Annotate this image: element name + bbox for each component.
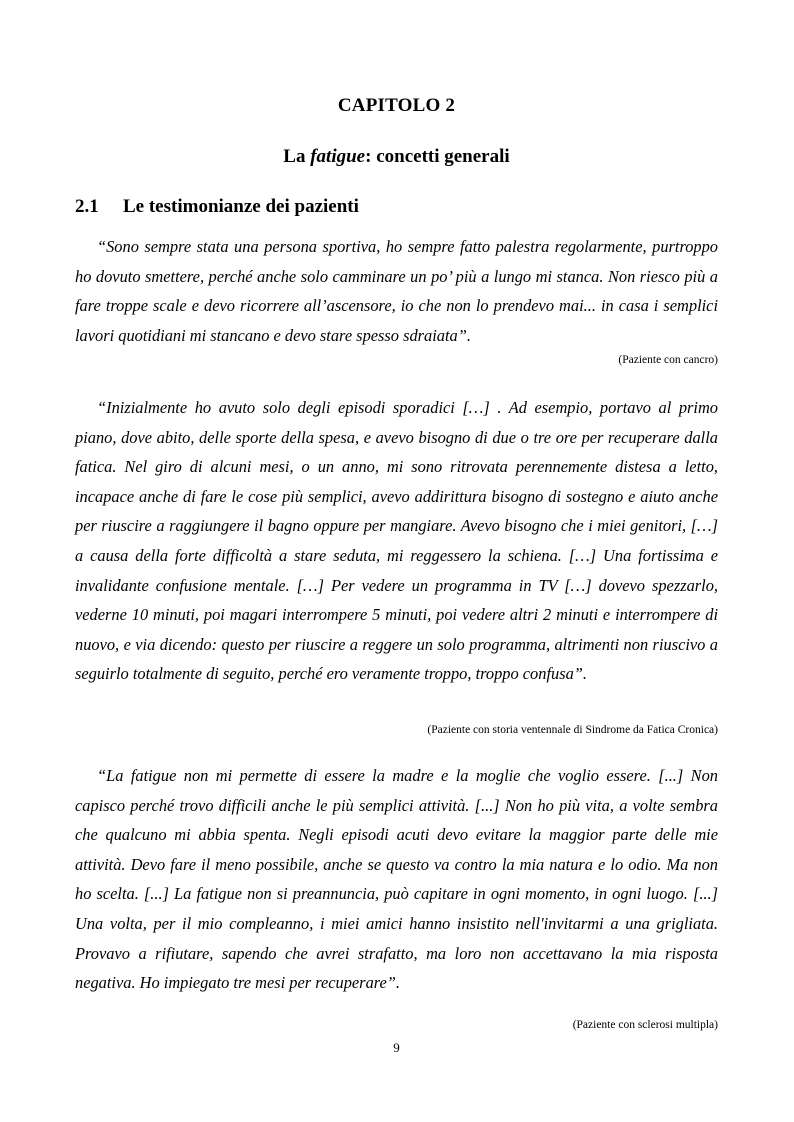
page-number: 9 (393, 1040, 400, 1055)
section-number: 2.1 (75, 196, 99, 217)
chapter-title (75, 146, 718, 168)
chapter-title-prefix: La (283, 146, 311, 167)
section-title: Le testimonianze dei pazienti (123, 196, 359, 217)
chapter-title-suffix: : concetti generali (365, 146, 510, 167)
testimony-attribution-2: (Paziente con storia ventennale di Sindrome da Fatica Cronica) (427, 724, 718, 736)
section-heading (75, 196, 718, 218)
testimony-quote-3: “La fatigue non mi permette di essere la madre e la moglie che voglio essere. [...] Non capisco perché trovo difficili anche le più semplici attività. [...] Non ho più vita, a volte sembra che qualcuno mi abbia spenta. Negli episodi acuti devo evitare la maggior parte delle mie attività. Devo fare il meno possibile, anche se questo va contro la mia natura e lo odio. Ma non ho scelta. [...] La fatigue non si preannuncia, può capitare in ogni momento, in ogni luogo. [...] Una volta, per il mio compleanno, i miei amici hanno insistito nell'invitarmi a una grigliata. Provavo a rifiutare, sapendo che avrei strafatto, ma loro non accettavano la mia risposta negativa. Ho impiegato tre mesi per recuperare”. (75, 766, 718, 993)
chapter-title-italic: fatigue (310, 146, 366, 167)
document-page (75, 0, 718, 1122)
testimony-attribution-1: (Paziente con cancro) (618, 354, 718, 366)
testimony-attribution-3: (Paziente con sclerosi multipla) (572, 1019, 718, 1031)
testimony-quote-1: “Sono sempre stata una persona sportiva, ho sempre fatto palestra regolarmente, purtroppo ho dovuto smettere, perché anche solo camminare un po’ più a lungo mi stanca. Non riesco più a fare troppe scale e devo ricorrere all’ascensore, io che non lo prendevo mai... in casa i semplici lavori quotidiani mi stancano e devo stare spesso sdraiata”. (75, 237, 718, 345)
testimony-quote-2: “Inizialmente ho avuto solo degli episodi sporadici […] . Ad esempio, portavo al primo piano, dove abito, delle sporte della spesa, e avevo bisogno di due o tre ore per recuperare dalla fatica. Nel giro di alcuni mesi, o un anno, mi sono ritrovata perennemente distesa a letto, incapace anche di fare le cose più semplici, avevo addirittura bisogno di sostegno e aiuto anche per riuscire a raggiungere il bagno oppure per mangiare. Avevo bisogno che i miei genitori, […] a causa della forte difficoltà a stare seduta, mi reggessero la schiena. […] Una fortissima e invalidante confusione mentale. […] Per vedere un programma in TV […] dovevo spezzarlo, vederne 10 minuti, poi magari interrompere 5 minuti, poi vedere altri 2 minuti e interrompere di nuovo, e via dicendo: questo per riuscire a reggere un solo programma, altrimenti non riuscivo a seguirlo totalmente di seguito, perché ero veramente troppo, troppo confusa”. (75, 398, 718, 684)
chapter-label: CAPITOLO 2 (337, 95, 456, 116)
